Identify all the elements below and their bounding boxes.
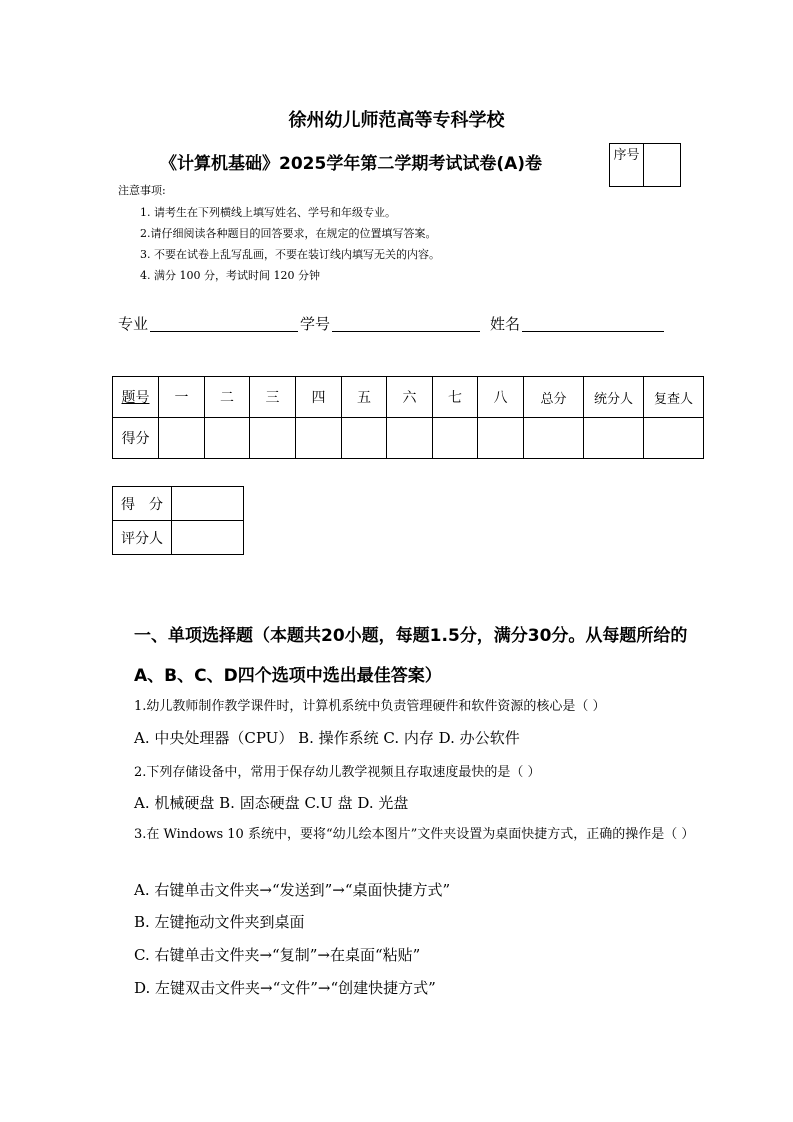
score-header-cell: 五 [342, 377, 387, 418]
student-id-field[interactable] [332, 315, 480, 332]
question-option: D. 左键双击文件夹→“文件”→“创建快捷方式” [134, 979, 436, 997]
exam-title: 《计算机基础》2025学年第二学期考试试卷(A)卷 [160, 154, 543, 174]
score-cell[interactable] [296, 418, 342, 459]
score-cell[interactable] [342, 418, 387, 459]
question-option: C. 右键单击文件夹→“复制”→在桌面“粘贴” [134, 946, 421, 964]
score-cell[interactable] [524, 418, 584, 459]
score-header-cell: 四 [296, 377, 342, 418]
question-option: B. 左键拖动文件夹到桌面 [134, 913, 305, 931]
major-field[interactable] [150, 315, 298, 332]
grader-score-label: 得 分 [113, 487, 172, 521]
score-header-cell: 三 [250, 377, 296, 418]
score-table [112, 376, 704, 459]
sequence-label: 序号 [610, 144, 644, 186]
score-cell[interactable] [433, 418, 478, 459]
score-header-cell: 复查人 [644, 377, 704, 418]
score-cell[interactable] [478, 418, 524, 459]
score-header-cell: 八 [478, 377, 524, 418]
sequence-value-cell[interactable] [644, 144, 680, 186]
grader-name-cell[interactable] [172, 521, 244, 555]
score-cell[interactable] [644, 418, 704, 459]
question-options: A. 中央处理器（CPU） B. 操作系统 C. 内存 D. 办公软件 [134, 729, 520, 747]
section-title: 一、单项选择题（本题共20小题，每题1.5分，满分30分。从每题所给的A、B、C、D四个选项中选出最佳答案） [134, 626, 688, 686]
question-text: 3.在 Windows 10 系统中，要将“幼儿绘本图片”文件夹设置为桌面快捷方式，正确的操作是（ ） [134, 827, 695, 842]
question-text: 1.幼儿教师制作教学课件时，计算机系统中负责管理硬件和软件资源的核心是（ ） [134, 699, 606, 714]
score-cell[interactable] [159, 418, 205, 459]
notice-item: 3. 不要在试卷上乱写乱画，不要在装订线内填写无关的内容。 [140, 248, 440, 261]
score-header-cell: 二 [205, 377, 250, 418]
sequence-number-box [609, 143, 681, 187]
notice-heading: 注意事项: [118, 184, 166, 197]
grader-score-cell[interactable] [172, 487, 244, 521]
score-header-cell: 七 [433, 377, 478, 418]
notice-item: 1. 请考生在下列横线上填写姓名、学号和年级专业。 [140, 206, 396, 219]
score-header-cell: 六 [387, 377, 433, 418]
score-table-header-row [113, 377, 704, 418]
score-header-cell: 题号 [113, 377, 159, 418]
score-cell[interactable] [250, 418, 296, 459]
score-table-score-row [113, 418, 704, 459]
score-header-cell: 统分人 [584, 377, 644, 418]
student-info-line [118, 313, 666, 334]
grader-name-label: 评分人 [113, 521, 172, 555]
notice-item: 2.请仔细阅读各种题目的回答要求，在规定的位置填写答案。 [140, 227, 437, 240]
major-label: 专业 [118, 315, 149, 333]
notice-item: 4. 满分 100 分，考试时间 120 分钟 [140, 269, 320, 282]
school-name: 徐州幼儿师范高等专科学校 [288, 110, 505, 131]
question-text: 2.下列存储设备中，常用于保存幼儿教学视频且存取速度最快的是（ ） [134, 765, 541, 780]
grader-table [112, 486, 244, 555]
notice-list [140, 202, 440, 286]
score-header-cell: 一 [159, 377, 205, 418]
score-cell[interactable] [584, 418, 644, 459]
score-header-cell: 总分 [524, 377, 584, 418]
name-field[interactable] [522, 315, 664, 332]
score-cell[interactable] [205, 418, 250, 459]
question-option: A. 右键单击文件夹→“发送到”→“桌面快捷方式” [134, 881, 451, 899]
score-cell[interactable] [387, 418, 433, 459]
name-label: 姓名 [490, 315, 521, 333]
score-row-label: 得分 [113, 418, 159, 459]
student-id-label: 学号 [300, 315, 331, 333]
question-options: A. 机械硬盘 B. 固态硬盘 C.U 盘 D. 光盘 [134, 794, 409, 812]
